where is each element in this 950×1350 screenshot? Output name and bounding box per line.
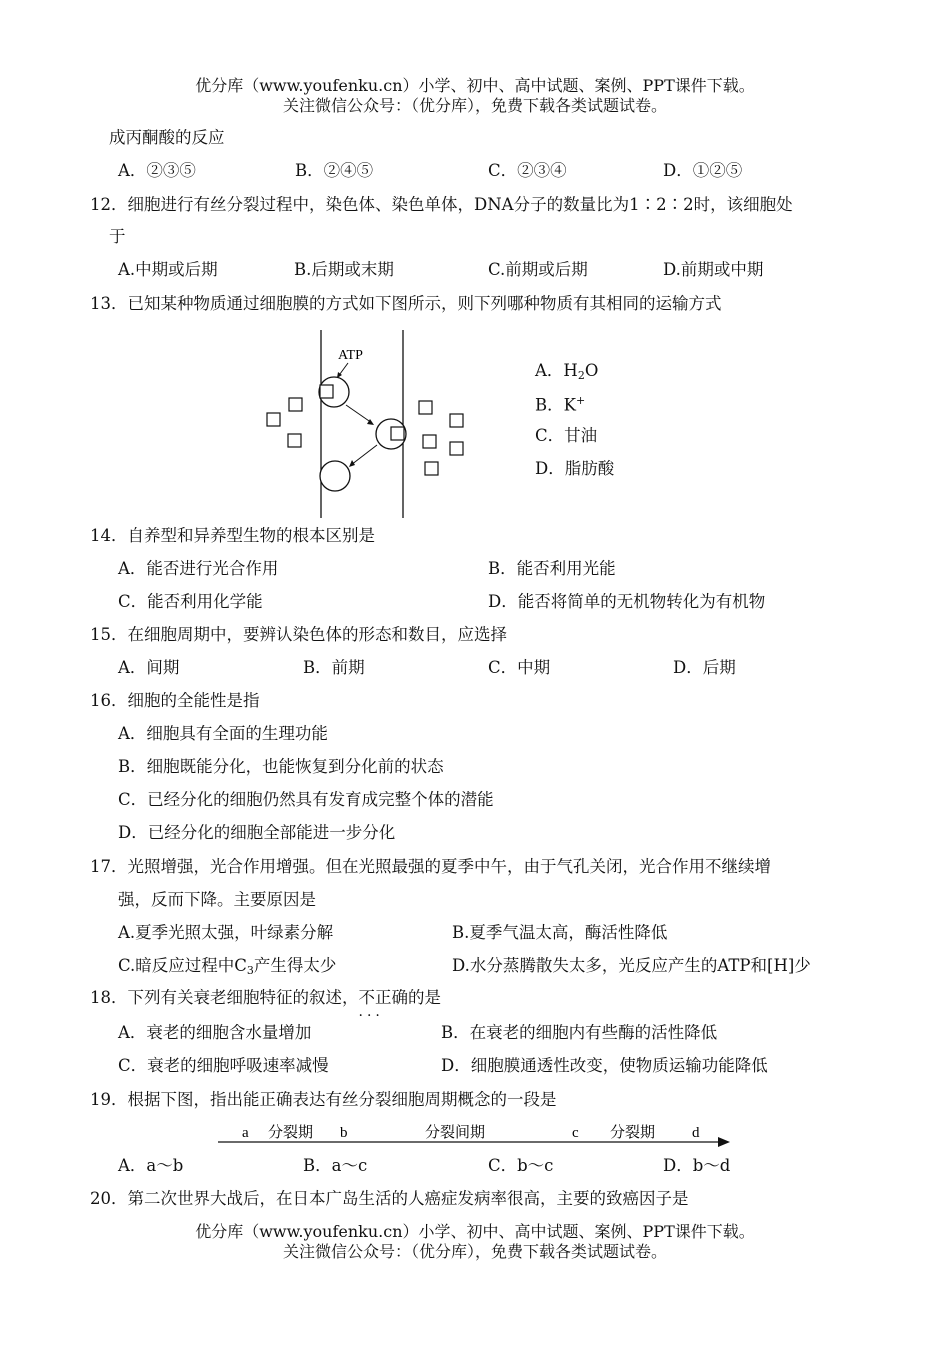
q14-option-c: C．能否利用化学能 bbox=[118, 592, 263, 611]
footer-line-2: 关注微信公众号：（优分库），免费下载各类试题试卷。 bbox=[282, 1242, 667, 1261]
q14-stem: 14．自养型和异养型生物的根本区别是 bbox=[90, 526, 375, 545]
q18-option-d: D．细胞膜通透性改变，使物质运输功能降低 bbox=[441, 1056, 768, 1075]
q13-option-c: C．甘油 bbox=[535, 426, 598, 445]
q20-stem: 20．第二次世界大战后，在日本广岛生活的人癌症发病率很高，主要的致癌因子是 bbox=[90, 1189, 689, 1208]
q17-stem-line-1: 17．光照增强，光合作用增强。但在光照最强的夏季中午，由于气孔关闭，光合作用不继续增 bbox=[90, 857, 771, 876]
q15-option-c: C．中期 bbox=[488, 658, 551, 677]
q19-option-c: C．b～c bbox=[488, 1156, 554, 1175]
q11-option-b: B．②④⑤ bbox=[295, 161, 374, 180]
cell-cycle-timeline bbox=[218, 1120, 738, 1150]
q12-option-d: D.前期或中期 bbox=[663, 260, 764, 279]
q13-option-d: D．脂肪酸 bbox=[535, 459, 615, 478]
q19-option-b: B．a～c bbox=[303, 1156, 368, 1175]
molecule-square bbox=[419, 401, 432, 414]
timeline-d: d bbox=[692, 1125, 700, 1141]
q16-option-a: A．细胞具有全面的生理功能 bbox=[118, 724, 328, 743]
q11-option-c: C．②③④ bbox=[488, 161, 567, 180]
q19-option-a: A．a～b bbox=[118, 1156, 184, 1175]
q14-option-b: B．能否利用光能 bbox=[488, 559, 616, 578]
q17-option-c: C.暗反应过程中$C_3$产生得太少 bbox=[118, 956, 337, 977]
q12-stem-line-1: 12．细胞进行有丝分裂过程中，染色体、染色单体，DNA分子的数量比为1∶2∶2时，该细胞处 bbox=[90, 195, 793, 214]
molecule-square bbox=[425, 462, 438, 475]
arrow-middle-to-bottom bbox=[351, 445, 377, 465]
q12-stem-line-2: 于 bbox=[109, 227, 126, 246]
q17-stem-line-2: 强，反而下降。主要原因是 bbox=[118, 890, 316, 909]
q12-option-b: B.后期或末期 bbox=[294, 260, 394, 279]
molecule-square bbox=[423, 435, 436, 448]
molecule-square bbox=[288, 434, 301, 447]
carrier-circle-bottom bbox=[320, 461, 350, 491]
q11-option-a: A．②③⑤ bbox=[118, 161, 196, 180]
molecule-square bbox=[450, 442, 463, 455]
q16-stem: 16．细胞的全能性是指 bbox=[90, 691, 260, 710]
q13-option-b: B．K+ bbox=[535, 394, 586, 415]
q13-option-a: A．$H_2O$ bbox=[535, 361, 599, 382]
q17-option-b: B.夏季气温太高，酶活性降低 bbox=[452, 923, 668, 942]
q12-option-a: A.中期或后期 bbox=[118, 260, 218, 279]
molecule-square-bound-top bbox=[320, 385, 333, 398]
timeline-b: b bbox=[340, 1125, 348, 1141]
membrane-transport-diagram bbox=[258, 328, 483, 520]
q17-option-a: A.夏季光照太强，叶绿素分解 bbox=[118, 923, 334, 942]
q16-option-d: D．已经分化的细胞全部能进一步分化 bbox=[118, 823, 396, 842]
arrow-top-to-middle bbox=[346, 405, 372, 423]
q18-option-b: B．在衰老的细胞内有些酶的活性降低 bbox=[441, 1023, 718, 1042]
timeline-c: c bbox=[572, 1125, 579, 1141]
timeline-label-2: 分裂间期 bbox=[425, 1123, 486, 1141]
q16-option-c: C．已经分化的细胞仍然具有发育成完整个体的潜能 bbox=[118, 790, 494, 809]
q17-option-d: D.水分蒸腾散失太多，光反应产生的ATP和[H]少 bbox=[452, 956, 811, 975]
q16-option-b: B．细胞既能分化，也能恢复到分化前的状态 bbox=[118, 757, 444, 776]
q19-option-d: D．b～d bbox=[663, 1156, 731, 1175]
timeline-a: a bbox=[242, 1125, 249, 1141]
q15-option-a: A．间期 bbox=[118, 658, 180, 677]
molecule-square bbox=[450, 414, 463, 427]
emphasis-not-correct: 不正确 ··· bbox=[358, 988, 408, 1024]
q19-stem: 19．根据下图，指出能正确表达有丝分裂细胞周期概念的一段是 bbox=[90, 1090, 557, 1109]
timeline-label-3: 分裂期 bbox=[610, 1123, 656, 1141]
q18-option-c: C．衰老的细胞呼吸速率减慢 bbox=[118, 1056, 329, 1075]
q18-stem: 18．下列有关衰老细胞特征的叙述，不正确 ··· 的是 bbox=[90, 988, 441, 1024]
q14-option-a: A．能否进行光合作用 bbox=[118, 559, 279, 578]
molecule-square-bound-middle bbox=[391, 427, 404, 440]
header-line-2: 关注微信公众号：（优分库），免费下载各类试题试卷。 bbox=[282, 96, 667, 115]
arrowhead-2 bbox=[349, 460, 355, 467]
molecule-square bbox=[289, 398, 302, 411]
q11-option-d: D．①②⑤ bbox=[663, 161, 743, 180]
q11-continuation: 成丙酮酸的反应 bbox=[109, 128, 225, 147]
timeline-label-1: 分裂期 bbox=[268, 1123, 314, 1141]
atp-label: ATP bbox=[338, 348, 363, 363]
footer-line-1: 优分库（www.youfenku.cn）小学、初中、高中试题、案例、PPT课件下载。 bbox=[195, 1222, 755, 1241]
q13-stem: 13．已知某种物质通过细胞膜的方式如下图所示，则下列哪种物质有其相同的运输方式 bbox=[90, 294, 722, 313]
timeline-arrowhead bbox=[718, 1137, 730, 1147]
q12-option-c: C.前期或后期 bbox=[488, 260, 588, 279]
q15-option-d: D．后期 bbox=[673, 658, 736, 677]
q14-option-d: D．能否将简单的无机物转化为有机物 bbox=[488, 592, 766, 611]
q15-stem: 15．在细胞周期中，要辨认染色体的形态和数目，应选择 bbox=[90, 625, 507, 644]
q18-option-a: A．衰老的细胞含水量增加 bbox=[118, 1023, 312, 1042]
header-line-1: 优分库（www.youfenku.cn）小学、初中、高中试题、案例、PPT课件下载。 bbox=[195, 76, 755, 95]
q15-option-b: B．前期 bbox=[303, 658, 365, 677]
molecule-square bbox=[267, 413, 280, 426]
